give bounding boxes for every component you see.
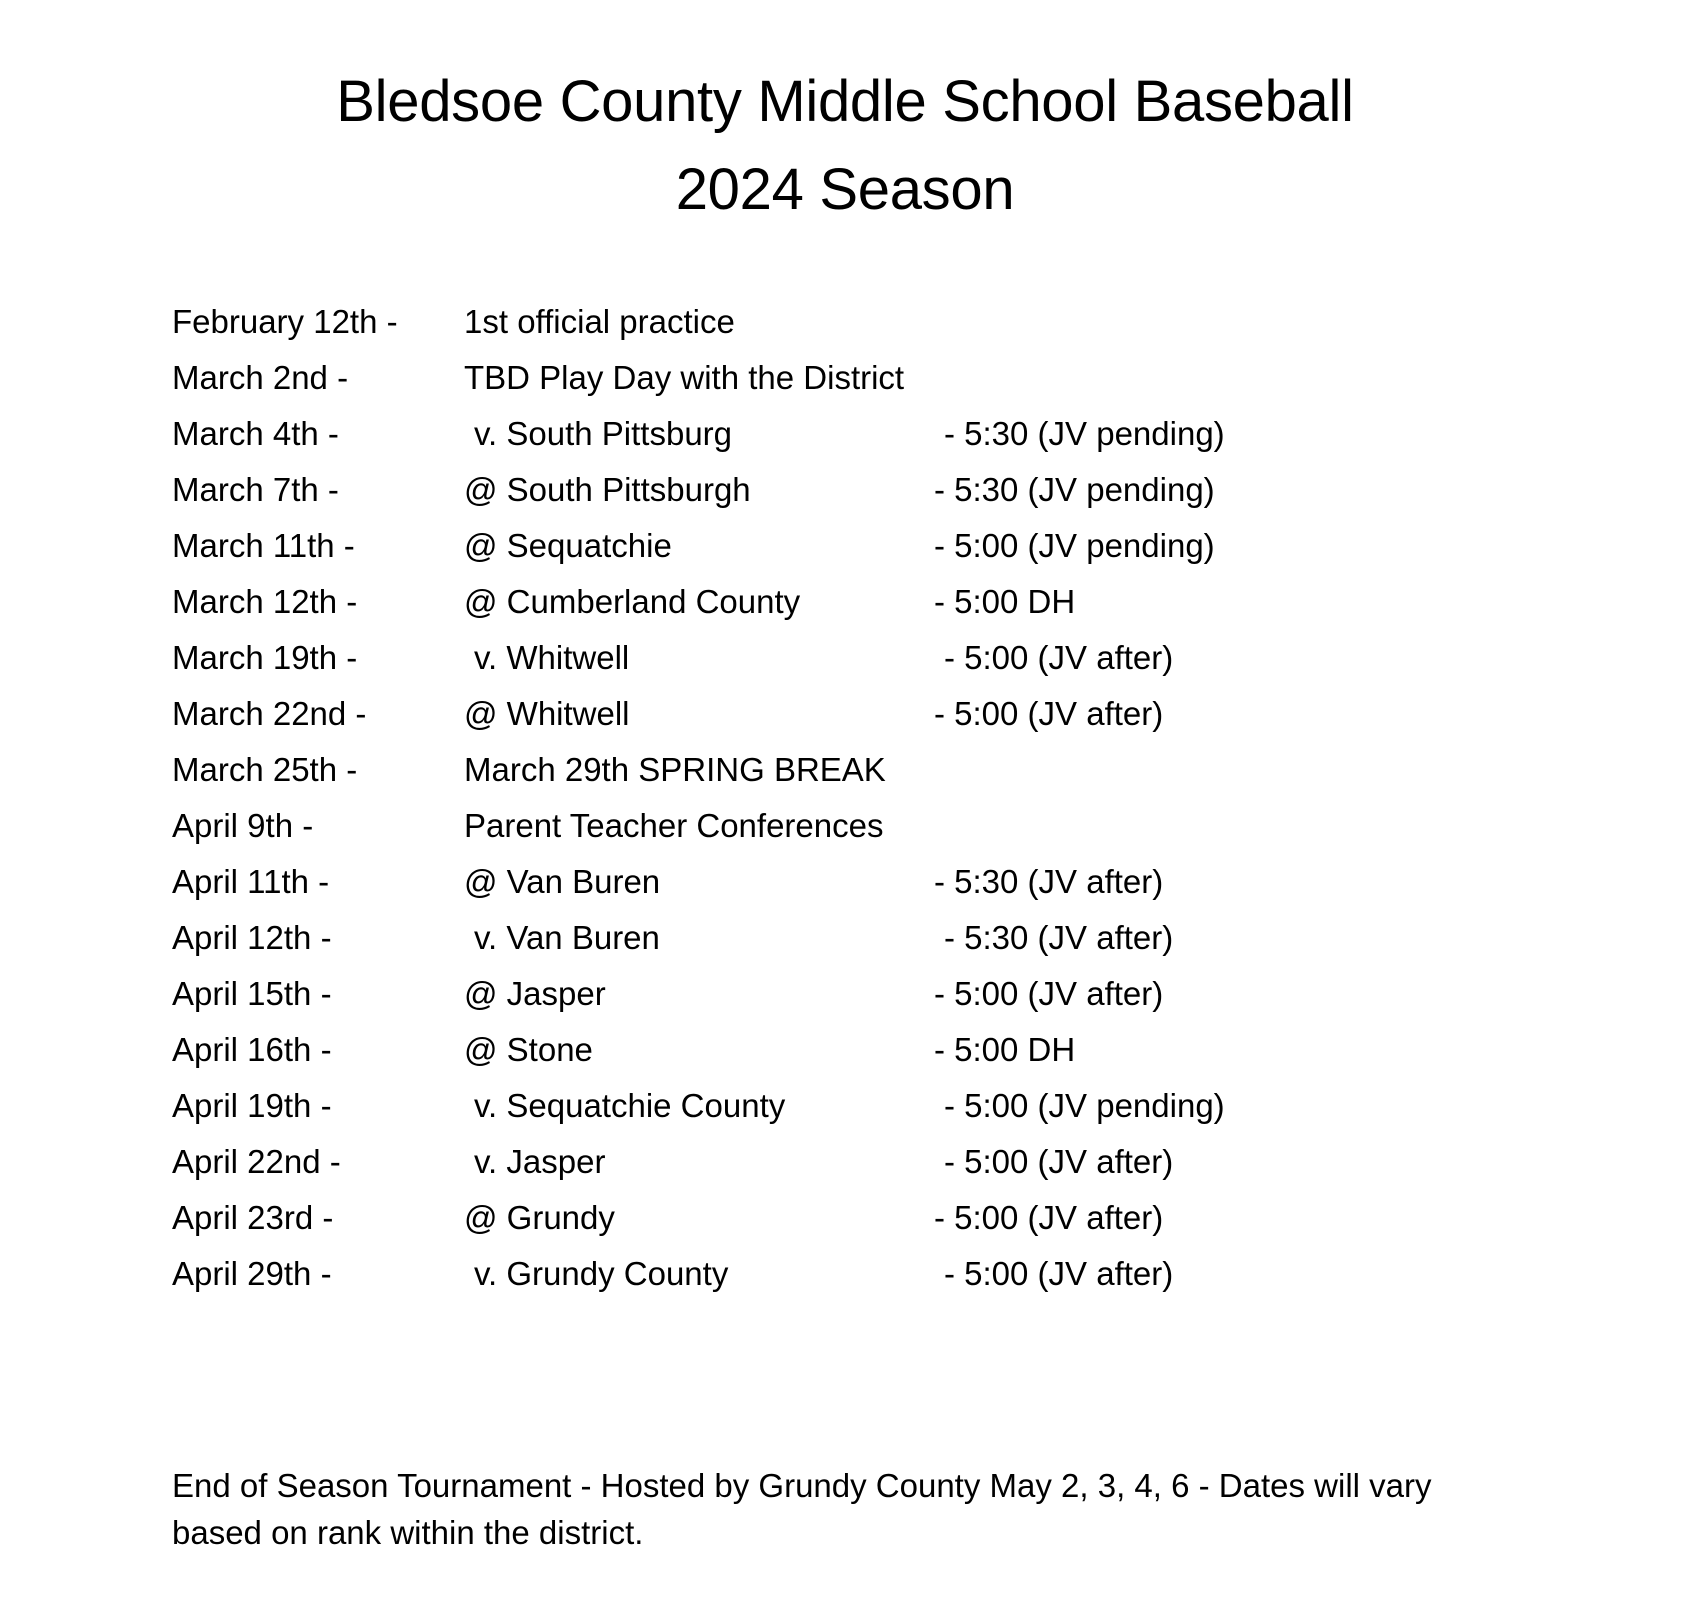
schedule-time: - 5:00 (JV after) bbox=[934, 695, 1164, 732]
schedule-event: v. Whitwell bbox=[474, 639, 630, 676]
schedule-date: April 9th - bbox=[172, 807, 314, 844]
schedule-row bbox=[172, 350, 1690, 406]
schedule-row bbox=[172, 462, 1690, 518]
schedule-date: April 15th - bbox=[172, 975, 332, 1012]
schedule-row bbox=[172, 910, 1690, 966]
footer-note bbox=[172, 1462, 1462, 1556]
schedule-event: @ South Pittsburgh bbox=[464, 471, 751, 508]
schedule-event: 1st official practice bbox=[464, 303, 735, 340]
schedule-event: Parent Teacher Conferences bbox=[464, 807, 884, 844]
schedule-time: - 5:00 (JV after) bbox=[934, 975, 1164, 1012]
schedule-time: - 5:30 (JV after) bbox=[934, 863, 1164, 900]
schedule-date: April 22nd - bbox=[172, 1143, 341, 1180]
schedule-event: v. Grundy County bbox=[474, 1255, 729, 1292]
schedule-date: April 11th - bbox=[172, 863, 330, 900]
schedule-date: March 7th - bbox=[172, 471, 339, 508]
footer-note-text: End of Season Tournament - Hosted by Grundy County May 2, 3, 4, 6 - Dates will vary based on rank within the district. bbox=[172, 1467, 1432, 1551]
title-line-1: Bledsoe County Middle School Baseball bbox=[336, 69, 1354, 134]
schedule-row bbox=[172, 1134, 1690, 1190]
schedule-row bbox=[172, 1246, 1690, 1302]
schedule-event: @ Sequatchie bbox=[464, 527, 672, 564]
schedule-time: - 5:30 (JV pending) bbox=[934, 471, 1215, 508]
schedule-event: @ Stone bbox=[464, 1031, 593, 1068]
schedule-row bbox=[172, 966, 1690, 1022]
schedule-event: @ Jasper bbox=[464, 975, 606, 1012]
schedule-row bbox=[172, 630, 1690, 686]
schedule-time: - 5:00 (JV pending) bbox=[944, 1087, 1225, 1124]
schedule-event: @ Whitwell bbox=[464, 695, 630, 732]
schedule-time: - 5:00 (JV after) bbox=[944, 639, 1174, 676]
schedule-row bbox=[172, 798, 1690, 854]
schedule-row bbox=[172, 1022, 1690, 1078]
schedule-date: March 4th - bbox=[172, 415, 339, 452]
schedule-event: @ Grundy bbox=[464, 1199, 615, 1236]
schedule-time: - 5:00 (JV after) bbox=[944, 1143, 1174, 1180]
schedule-event: @ Cumberland County bbox=[464, 583, 801, 620]
schedule-row bbox=[172, 686, 1690, 742]
schedule-event: TBD Play Day with the District bbox=[464, 359, 905, 396]
schedule-row bbox=[172, 1078, 1690, 1134]
schedule-row bbox=[172, 406, 1690, 462]
schedule-event: v. Jasper bbox=[474, 1143, 606, 1180]
schedule-date: April 23rd - bbox=[172, 1199, 334, 1236]
schedule-event: @ Van Buren bbox=[464, 863, 661, 900]
schedule-date: April 29th - bbox=[172, 1255, 332, 1292]
schedule-date: April 19th - bbox=[172, 1087, 332, 1124]
schedule-date: March 11th - bbox=[172, 527, 355, 564]
schedule-date: March 12th - bbox=[172, 583, 358, 620]
schedule-event: March 29th SPRING BREAK bbox=[464, 751, 886, 788]
schedule-time: - 5:00 DH bbox=[934, 1031, 1076, 1068]
schedule-time: - 5:30 (JV pending) bbox=[944, 415, 1225, 452]
schedule-date: March 2nd - bbox=[172, 359, 349, 396]
schedule-row bbox=[172, 854, 1690, 910]
schedule-time: - 5:30 (JV after) bbox=[944, 919, 1174, 956]
schedule-row bbox=[172, 294, 1690, 350]
page-title bbox=[0, 0, 1690, 234]
schedule-row bbox=[172, 518, 1690, 574]
schedule-event: v. Sequatchie County bbox=[474, 1087, 786, 1124]
schedule-date: April 12th - bbox=[172, 919, 332, 956]
schedule-event: v. Van Buren bbox=[474, 919, 660, 956]
schedule-row bbox=[172, 742, 1690, 798]
schedule-list bbox=[0, 294, 1690, 1302]
schedule-event: v. South Pittsburg bbox=[474, 415, 733, 452]
schedule-date: March 25th - bbox=[172, 751, 358, 788]
schedule-date: February 12th - bbox=[172, 303, 398, 340]
schedule-row bbox=[172, 1190, 1690, 1246]
schedule-time: - 5:00 (JV pending) bbox=[934, 527, 1215, 564]
schedule-date: March 19th - bbox=[172, 639, 358, 676]
schedule-date: March 22nd - bbox=[172, 695, 367, 732]
schedule-row bbox=[172, 574, 1690, 630]
schedule-date: April 16th - bbox=[172, 1031, 332, 1068]
title-line-2: 2024 Season bbox=[675, 157, 1015, 222]
schedule-time: - 5:00 (JV after) bbox=[944, 1255, 1174, 1292]
schedule-time: - 5:00 DH bbox=[934, 583, 1076, 620]
schedule-time: - 5:00 (JV after) bbox=[934, 1199, 1164, 1236]
